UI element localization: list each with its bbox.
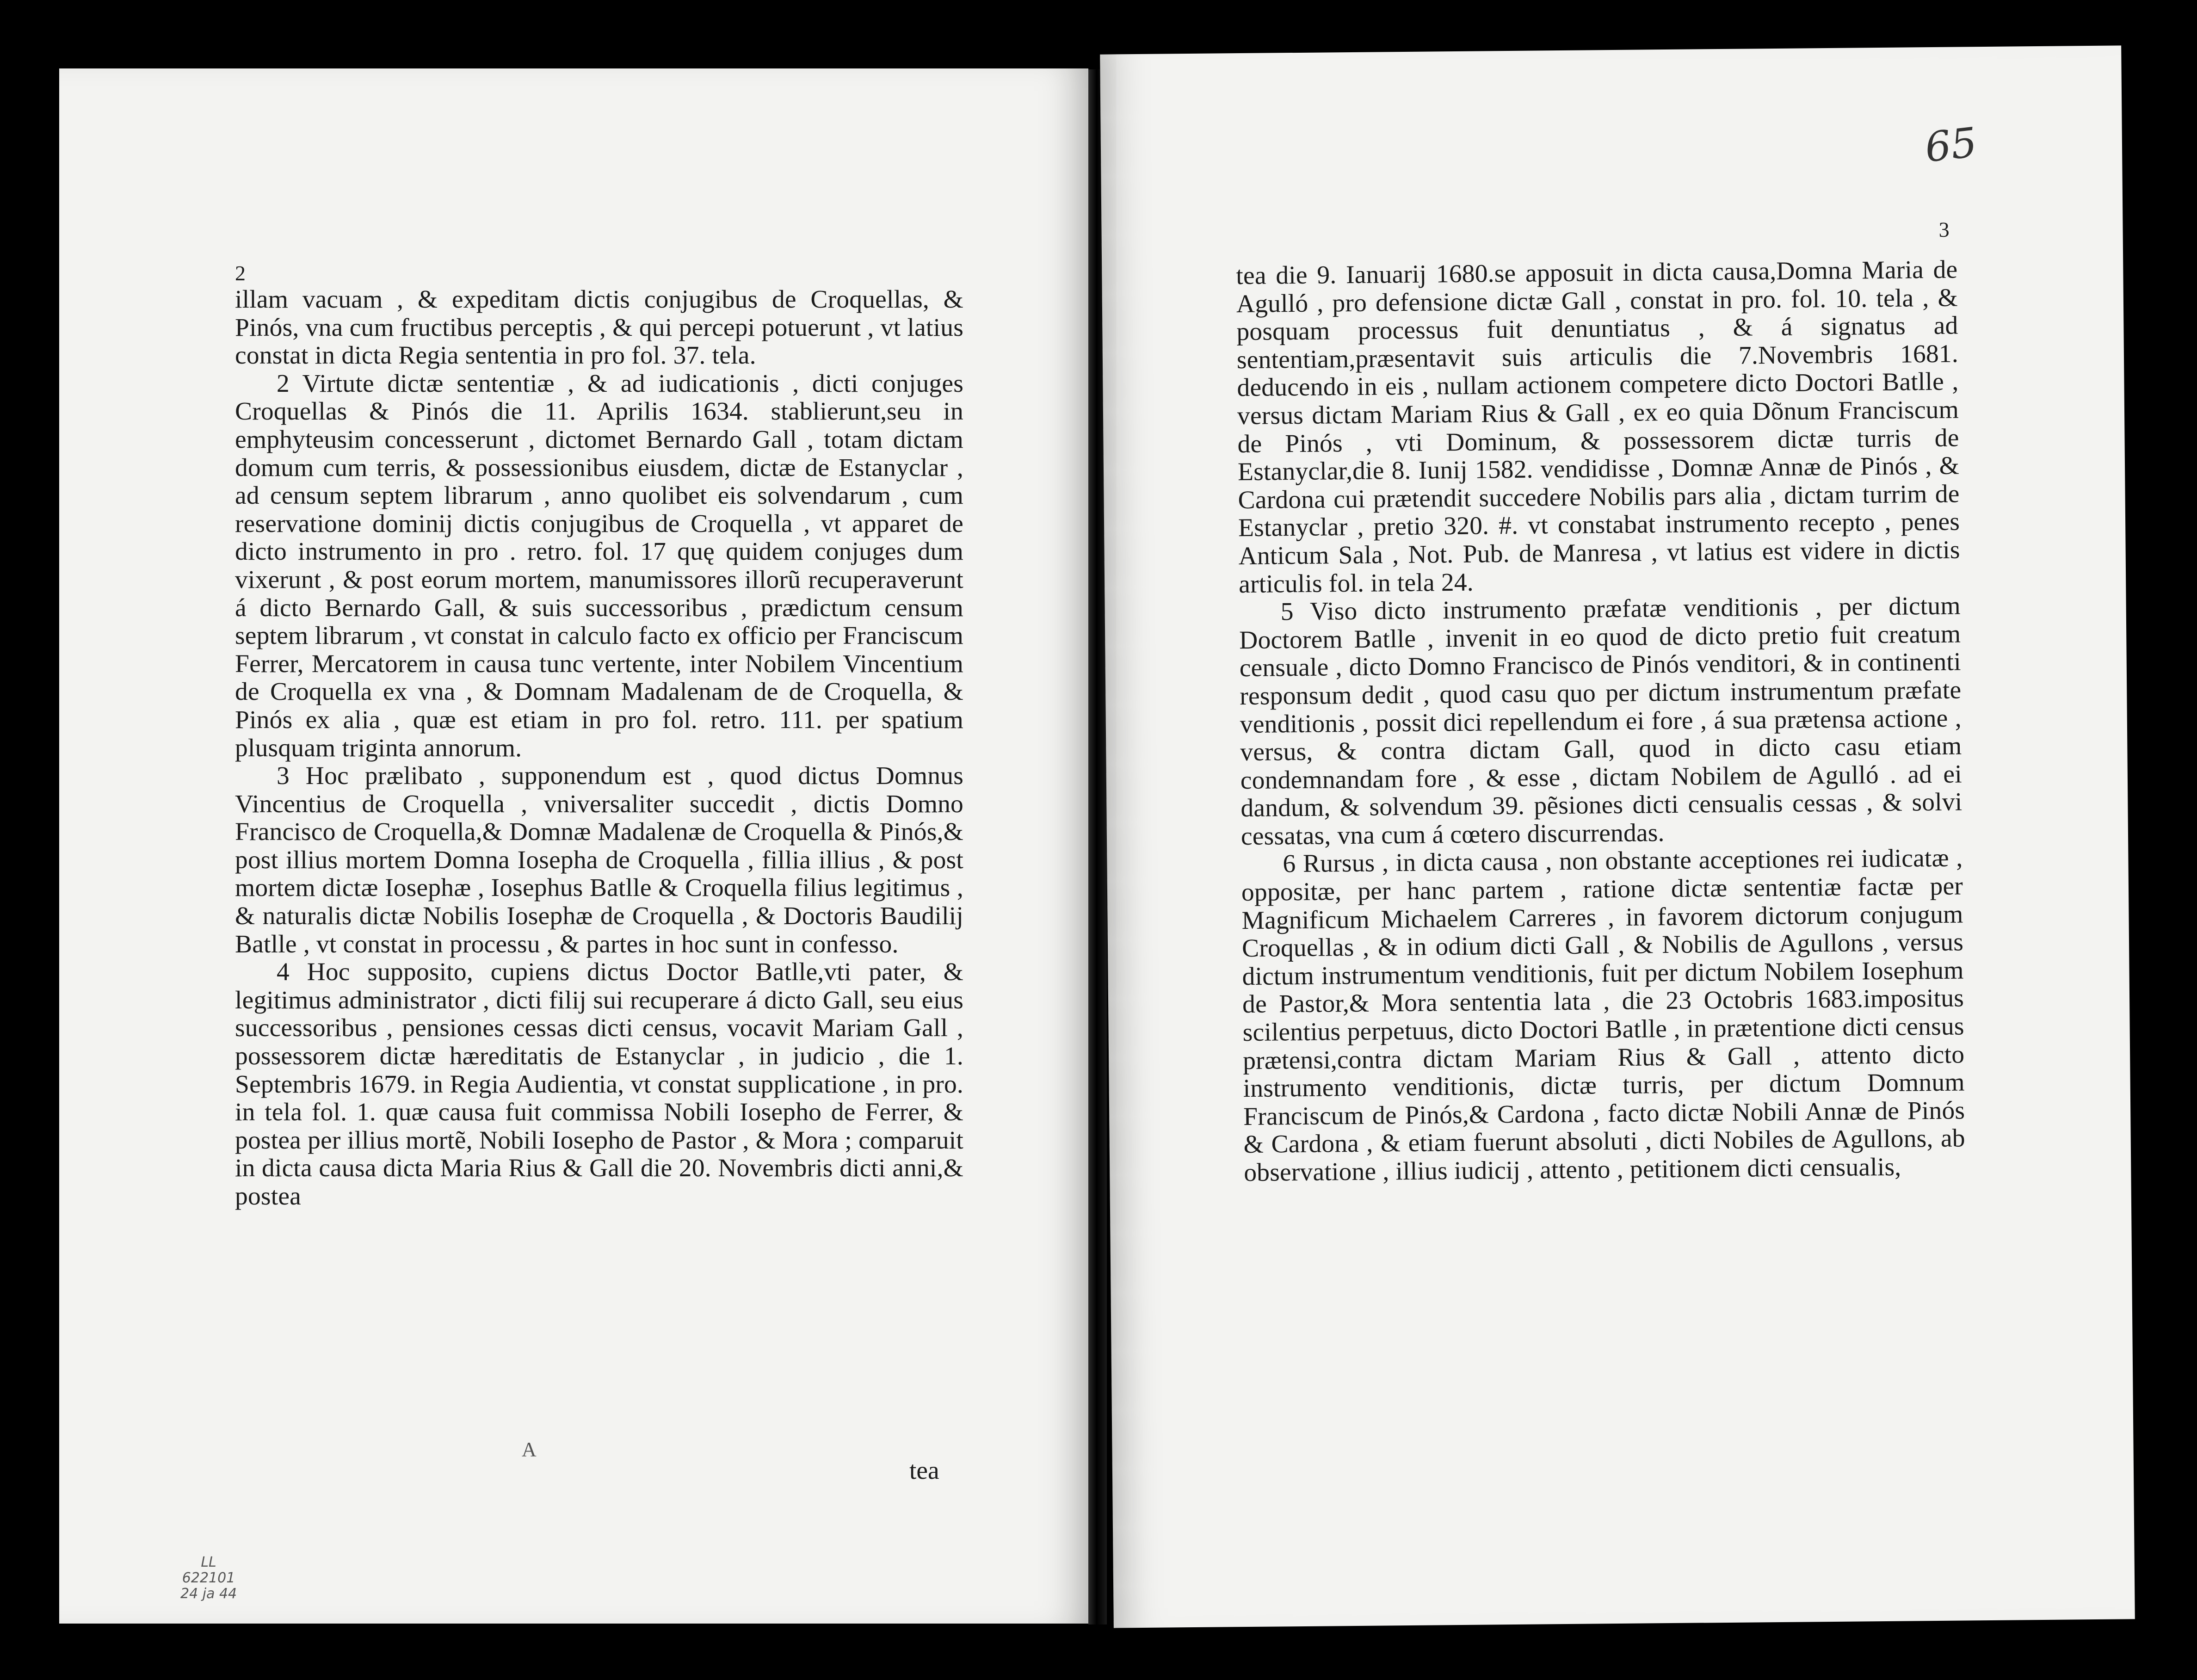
shelfmark-annotation	[180, 1556, 237, 1603]
paragraph: 2 Virtute dictæ sententiæ , & ad iudicationis , dicti conjuges Croquellas & Pinós die 11. Aprilis 1634. stablierunt,seu in emphyteusim concesserunt , dictomet Bernardo Gall , totam dictam domum cum terris, & possessionibus eiusdem, dictæ de Estanyclar , ad censum septem librarum , anno quolibet eis solvendarum , cum reservatione dominij dictis conjugibus de Croquella , vt apparet de dicto instrumento in pro . retro. fol. 17 quę quidem conjuges dum vixerunt , & post eorum mortem, manumissores illorũ recuperaverunt á dicto Bernardo Gall, & suis successoribus , prædictum censum septem librarum , vt constat in calculo facto ex officio per Franciscum Ferrer, Mercatorem in causa tunc vertente, inter Nobilem Vincentium de Croquella ex vna , & Domnam Madalenam de de Croquella, & Pinós ex alia , quæ est etiam in pro fol. retro. 111. per spatium plusquam triginta annorum.	[235, 369, 963, 762]
signature-mark: A	[522, 1438, 537, 1461]
paragraph: tea die 9. Ianuarij 1680.se apposuit in dicta causa,Domna Maria de Agulló , pro defensione dictæ Gall , constat in pro. fol. 10. tela , & posquam processus fuit denuntiatus , & á signatus ad sententiam,præsentavit suis articulis die 7.Novembris 1681. deducendo in eis , nullam actionem competere dicto Doctori Batlle , versus dictam Mariam Rius & Gall , ex eo quia Dõnum Franciscum de Pinós , vti Dominum, & possessorem dictæ turris de Estanyclar,die 8. Iunij 1582. vendidisse , Domnæ Annæ de Pinós , & Cardona cui prætendit succedere Nobilis pars alia , dictam turrim de Estanyclar , pretio 320. #. vt constabat instrumento recepto , penes Anticum Sala , Not. Pub. de Manresa , vt latius est videre in dictis articulis fol. in tela 24.	[1236, 255, 1960, 599]
shelfmark-line: LL	[201, 1554, 216, 1570]
page-number: 2	[235, 261, 246, 285]
shelfmark-line: 24 ja 44	[180, 1586, 237, 1602]
folio-number: 65	[1922, 118, 1980, 172]
left-page-text	[235, 286, 963, 1211]
right-page	[1100, 45, 2135, 1628]
paragraph: illam vacuam , & expeditam dictis conjugibus de Croquellas, & Pinós, vna cum fructibus perceptis , & qui percepi potuerunt , vt latius constat in dicta Regia sententia in pro fol. 37. tela.	[235, 285, 963, 370]
left-page	[59, 68, 1088, 1624]
catchword: tea	[909, 1457, 939, 1485]
paragraph: 4 Hoc supposito, cupiens dictus Doctor Batlle,vti pater, & legitimus administrator , dicti filij sui recuperare á dicto Gall, seu eius successoribus , pensiones cessas dicti census, vocavit Mariam Gall , possessorem dictæ hæreditatis de Estanyclar , in judicio , die 1. Septembris 1679. in Regia Audientia, vt constat supplicatione , in pro. in tela fol. 1. quæ causa fuit commissa Nobili Iosepho de Ferrer, & postea per illius mortẽ, Nobili Iosepho de Pastor , & Mora ; comparuit in dicta causa dicta Maria Rius & Gall die 20. Novembris dicti anni,& postea	[235, 958, 963, 1211]
paragraph: 3 Hoc prælibato , supponendum est , quod dictus Domnus Vincentius de Croquella , vniversaliter succedit , dictis Domno Francisco de Croquella,& Domnæ Madalenæ de Croquella & Pinós,& post illius mortem Domna Iosepha de Croquella , fillia illius , & post mortem dictæ Iosephæ , Iosephus Batlle & Croquella filius legitimus , & naturalis dictæ Nobilis Iosephæ de Croquella , & Doctoris Baudilij Batlle , vt constat in processu , & partes in hoc sunt in confesso.	[235, 762, 963, 958]
paragraph: 6 Rursus , in dicta causa , non obstante acceptiones rei iudicatæ , oppositæ, per hanc partem , ratione dictæ sententiæ factæ per Magnificum Michaelem Carreres , in favorem dictorum conjugum Croquellas , & in odium dicti Gall , & Nobilis de Agullons , versus dictum instrumentum venditionis, fuit per dictum Nobilem Iosephum de Pastor,& Mora sententia lata , die 23 Octobris 1683.impositus scilentius perpetuus, dicto Doctori Batlle , in prætentione dicti census prætensi,contra dictam Mariam Rius & Gall , attento dicto instrumento venditionis, dictæ turris, per dictum Domnum Franciscum de Pinós,& Cardona , facto dictæ Nobili Annæ de Pinós & Cardona , & etiam fuerunt absoluti , dicti Nobiles de Agullons, ab observatione , illius iudicij , attento , petitionem dicti censualis,	[1241, 844, 1965, 1187]
paragraph: 5 Viso dicto instrumento præfatæ venditionis , per dictum Doctorem Batlle , invenit in eo quod de dicto pretio fuit creatum censuale , dicto Domno Francisco de Pinós venditori, & in continenti responsum dedit , quod casu quo per dictum instrumentum præfate venditionis , possit dici repellendum ei fore , á sua prætensa actione , versus, & contra dictam Gall, quod in dicto casu etiam condemnandam fore , & esse , dictam Nobilem de Agulló . ad ei dandum, & solvendum 39. pẽsiones dicti censualis cessas , & solvi cessatas, vna cum á cœtero discurrendas.	[1239, 592, 1962, 851]
shelfmark-line: 622101	[182, 1570, 235, 1586]
page-number: 3	[1938, 217, 1950, 241]
right-page-text	[1236, 256, 1965, 1187]
